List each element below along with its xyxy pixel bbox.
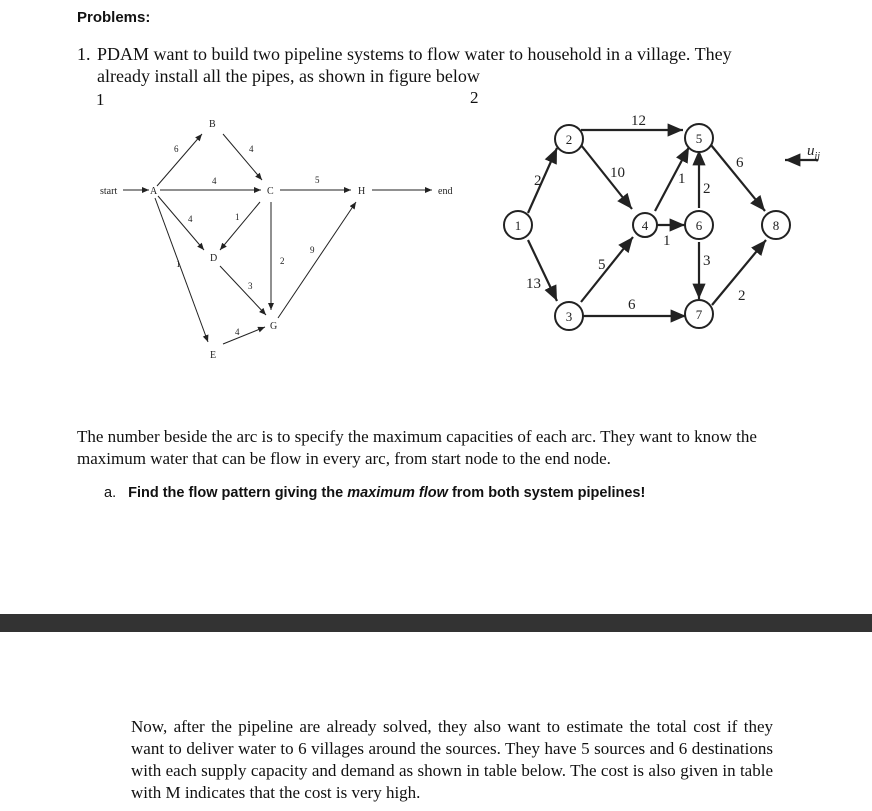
capacity-explanation: The number beside the arc is to specify the maximum capacities of each arc. They want to know the maximum water that can be flow in every arc, from start node to the end node.	[77, 427, 757, 468]
node-6-label: 6	[695, 218, 703, 233]
node-D: D	[210, 253, 218, 264]
question-text: PDAM want to build two pipeline systems to flow water to household in a village. They already install all the pipes, as shown in figure below	[97, 44, 732, 86]
question-number: 1.	[77, 44, 91, 64]
capacity-A-C: 4	[212, 176, 217, 186]
capacity-G-H: 9	[310, 245, 315, 255]
network-2-diagram	[500, 105, 830, 345]
node-G: G	[270, 321, 278, 332]
capacity-4-5: 1	[678, 171, 686, 187]
edge-C-D	[220, 202, 260, 250]
capacity-C-H: 5	[315, 175, 320, 185]
figure-label-1: 1	[96, 90, 105, 109]
node-8-label: 8	[772, 218, 780, 233]
network-1-diagram	[90, 110, 470, 370]
sub-question-text-end: from both system pipelines!	[447, 485, 646, 501]
sub-question-emphasis: maximum flow	[347, 485, 448, 501]
capacity-C-D: 1	[235, 212, 240, 222]
node-C: C	[267, 186, 274, 197]
capacity-1-3: 13	[526, 276, 541, 292]
capacity-6-5: 2	[703, 181, 711, 197]
edge-A-B	[157, 134, 202, 186]
sub-question-letter: a.	[104, 485, 117, 501]
capacity-1-2: 2	[534, 173, 542, 189]
node-7-label: 7	[695, 307, 703, 322]
capacity-B-C: 4	[249, 144, 254, 154]
capacity-2-5: 12	[631, 113, 646, 129]
arc-3-4	[581, 237, 633, 302]
node-1-label: 1	[514, 218, 522, 233]
edge-D-G	[220, 266, 266, 315]
capacity-A-D: 4	[188, 214, 193, 224]
capacity-E-G: 4	[235, 327, 240, 337]
capacity-4-6: 1	[663, 233, 671, 249]
capacity-5-8: 6	[736, 155, 744, 171]
edge-A-D	[158, 196, 204, 250]
page-divider	[0, 614, 872, 632]
node-A: A	[150, 186, 158, 197]
capacity-2-4: 10	[610, 165, 625, 181]
edge-E-G	[223, 327, 265, 344]
capacity-6-7: 3	[703, 253, 711, 269]
edge-A-E	[155, 198, 208, 342]
edge-G-H	[278, 202, 356, 318]
node-2-label: 2	[565, 132, 573, 147]
problems-heading: Problems:	[77, 9, 151, 26]
capacity-3-7: 6	[628, 297, 636, 313]
transport-problem-paragraph: Now, after the pipeline are already solved, they also want to estimate the total cost if they want to deliver water to 6 villages around the sources. They have 5 sources and 6 destinations with each supply capacity and demand as shown in table below. The cost is also given in table with M indicates that the cost is very high.	[131, 717, 773, 802]
capacity-C-G: 2	[280, 256, 285, 266]
node-B: B	[209, 119, 216, 130]
node-start: start	[100, 186, 118, 197]
node-end: end	[438, 186, 453, 197]
capacity-A-E: 1	[176, 259, 181, 269]
capacity-3-4: 5	[598, 257, 606, 273]
sub-question-a	[104, 485, 645, 501]
arc-1-2	[528, 148, 557, 213]
capacity-7-8: 2	[738, 288, 746, 304]
figure-label-2: 2	[470, 88, 479, 107]
edge-B-C	[223, 134, 262, 180]
node-4-label: 4	[641, 218, 649, 233]
capacity-A-B: 6	[174, 144, 179, 154]
node-H: H	[358, 186, 366, 197]
node-5-label: 5	[695, 131, 703, 146]
legend-label: $u_{ij}$	[807, 143, 821, 162]
node-3-label: 3	[565, 309, 573, 324]
sub-question-text: Find the flow pattern giving the	[128, 485, 348, 501]
node-E: E	[210, 350, 217, 361]
capacity-D-G: 3	[248, 281, 253, 291]
